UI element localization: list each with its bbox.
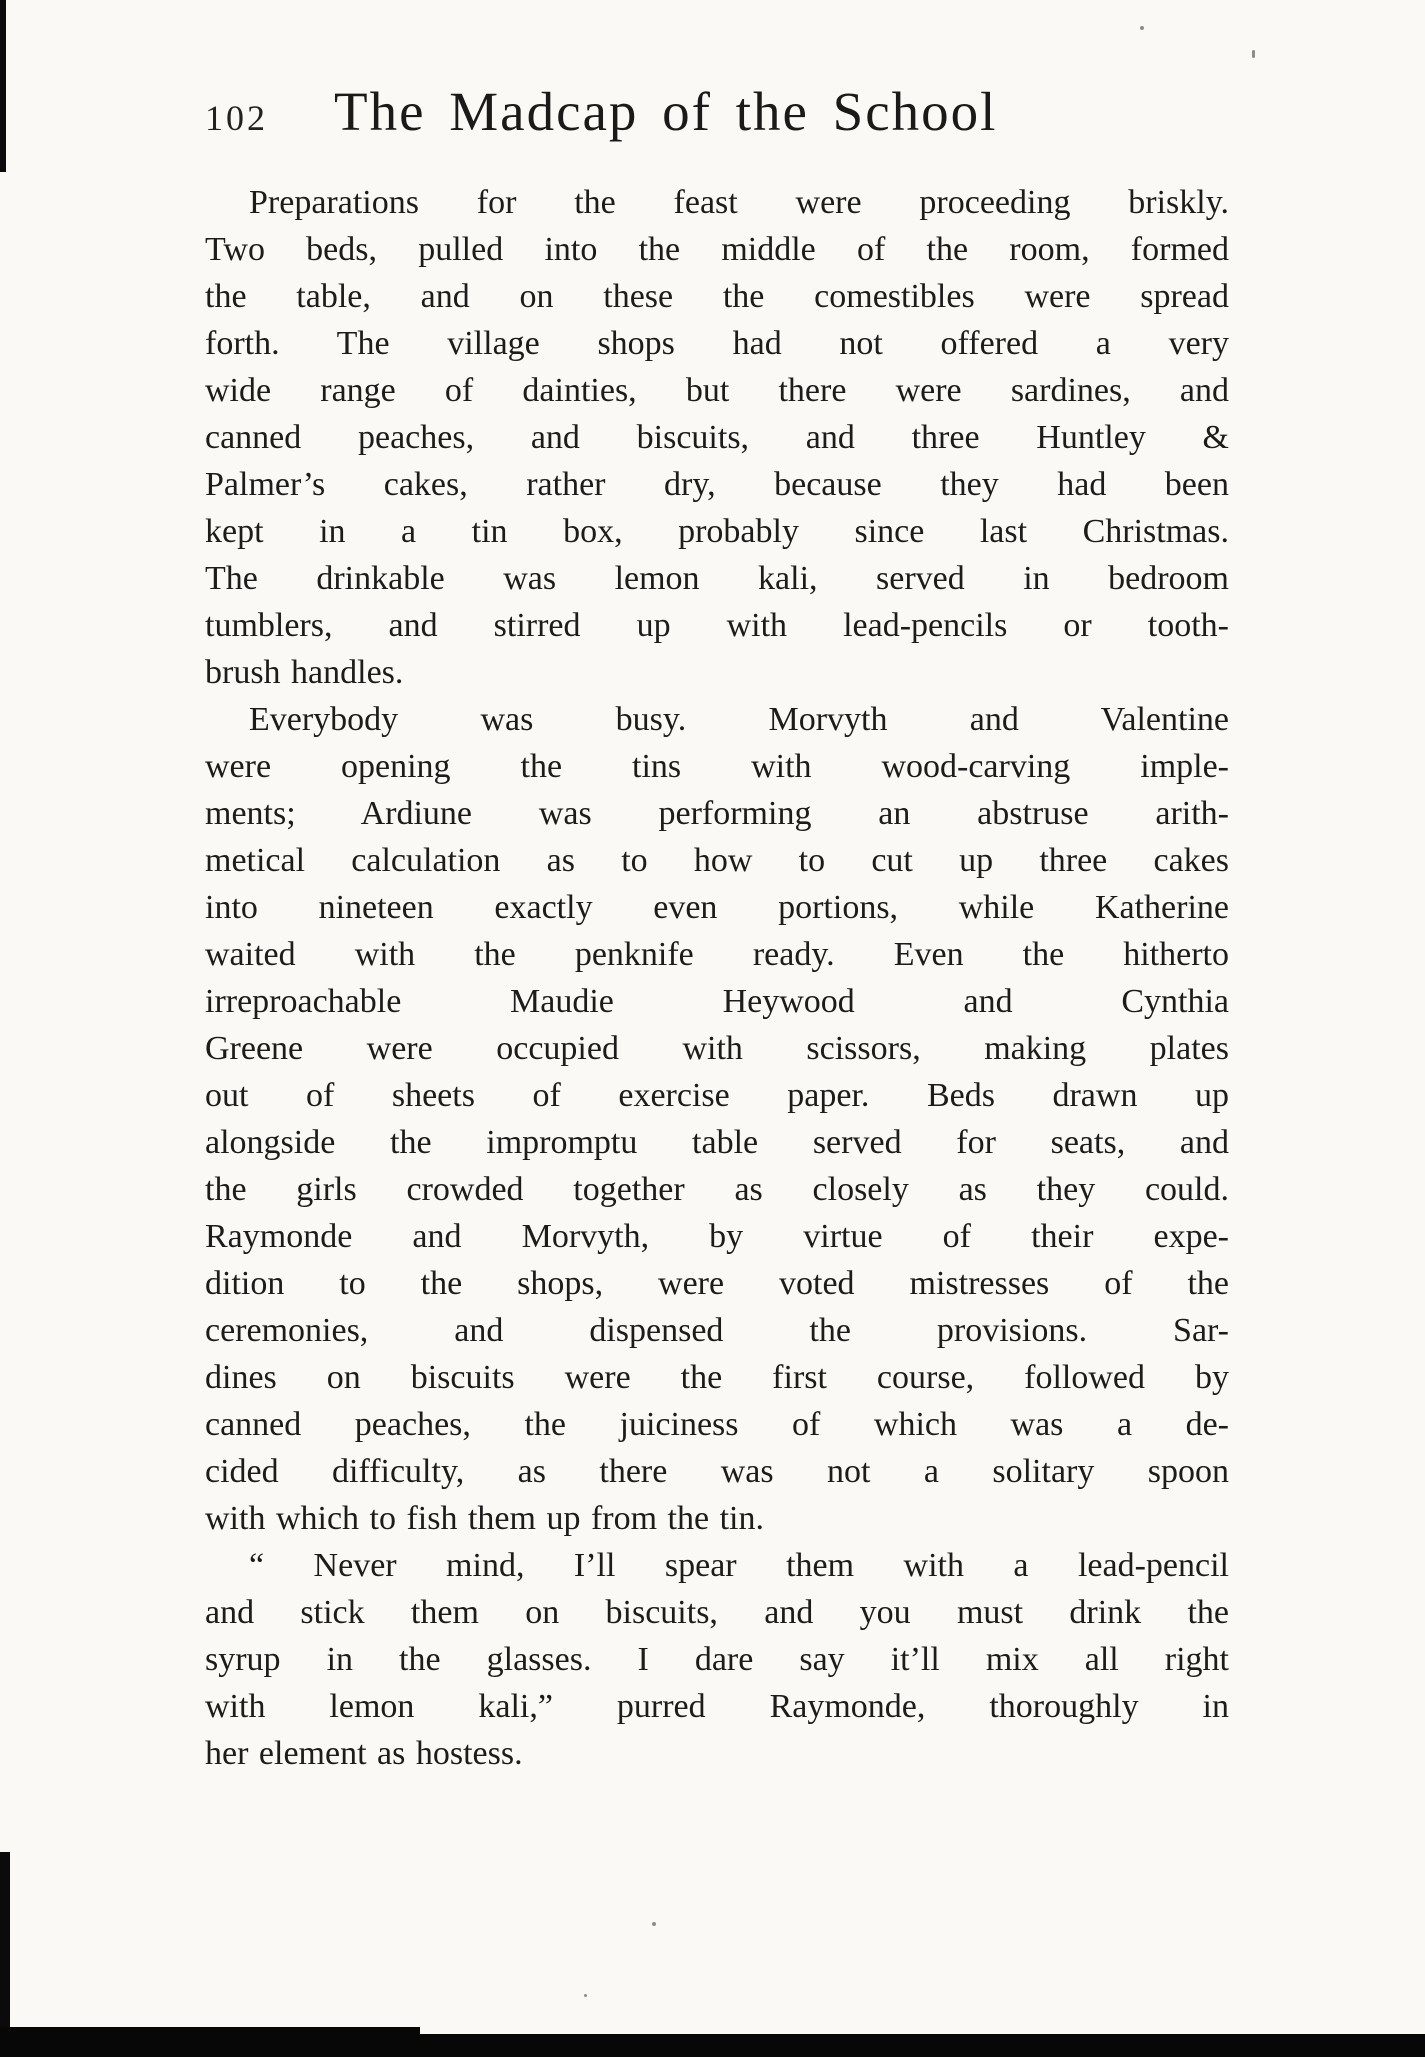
text-line: Two beds, pulled into the middle of the room, formed	[205, 231, 1229, 268]
text-line: ceremonies, and dispensed the provisions. Sar-	[205, 1312, 1229, 1349]
text-line: with lemon kali,” purred Raymonde, thoroughly in	[205, 1688, 1229, 1725]
text-line: alongside the impromptu table served for seats, and	[205, 1124, 1229, 1161]
text-line: the table, and on these the comestibles were spread	[205, 278, 1229, 315]
text-line: cided difficulty, as there was not a solitary spoon	[205, 1453, 1229, 1490]
text-line: irreproachable Maudie Heywood and Cynthia	[205, 983, 1229, 1020]
text-line: out of sheets of exercise paper. Beds drawn up	[205, 1077, 1229, 1114]
text-line: syrup in the glasses. I dare say it’ll mix all right	[205, 1641, 1229, 1678]
text-line: the girls crowded together as closely as they could.	[205, 1171, 1229, 1208]
text-line: were opening the tins with wood-carving imple-	[205, 748, 1229, 785]
text-line: tumblers, and stirred up with lead-pencils or tooth-	[205, 607, 1229, 644]
text-line: brush handles.	[205, 654, 404, 691]
text-line: ments; Ardiune was performing an abstruse arith-	[205, 795, 1229, 832]
page-body	[205, 179, 1229, 1777]
text-line: forth. The village shops had not offered a very	[205, 325, 1229, 362]
text-line: Raymonde and Morvyth, by virtue of their expe-	[205, 1218, 1229, 1255]
text-line: and stick them on biscuits, and you must drink the	[205, 1594, 1229, 1631]
text-line: metical calculation as to how to cut up three cakes	[205, 842, 1229, 879]
text-line: “ Never mind, I’ll spear them with a lead-pencil	[249, 1547, 1229, 1584]
text-line: dition to the shops, were voted mistresses of the	[205, 1265, 1229, 1302]
text-line: her element as hostess.	[205, 1735, 523, 1772]
text-line: canned peaches, the juiciness of which was a de-	[205, 1406, 1229, 1443]
scan-speck	[652, 1922, 656, 1926]
scan-edge-artifact-bottom	[0, 1852, 10, 2037]
text-line: Palmer’s cakes, rather dry, because they had been	[205, 466, 1229, 503]
text-line: canned peaches, and biscuits, and three Huntley &	[205, 419, 1229, 456]
scan-edge-artifact-top	[0, 0, 6, 172]
text-line: with which to fish them up from the tin.	[205, 1500, 764, 1537]
text-line: wide range of dainties, but there were sardines, and	[205, 372, 1229, 409]
page-content	[205, 80, 1229, 1777]
text-line: waited with the penknife ready. Even the hitherto	[205, 936, 1229, 973]
text-line: Greene were occupied with scissors, making plates	[205, 1030, 1229, 1067]
text-line: into nineteen exactly even portions, while Katherine	[205, 889, 1229, 926]
scan-speck	[1252, 50, 1255, 58]
running-header	[205, 80, 1229, 143]
page-number: 102	[205, 98, 268, 138]
text-line: dines on biscuits were the first course, followed by	[205, 1359, 1229, 1396]
text-line: kept in a tin box, probably since last Christmas.	[205, 513, 1229, 550]
scan-bottom-bar-artifact	[0, 2034, 1425, 2057]
text-line: The drinkable was lemon kali, served in bedroom	[205, 560, 1229, 597]
text-line: Everybody was busy. Morvyth and Valentine	[249, 701, 1229, 738]
page-title: The Madcap of the School	[334, 81, 998, 142]
scan-speck	[1140, 26, 1144, 30]
scan-speck	[584, 1994, 587, 1997]
text-line: Preparations for the feast were proceeding briskly.	[249, 184, 1229, 221]
